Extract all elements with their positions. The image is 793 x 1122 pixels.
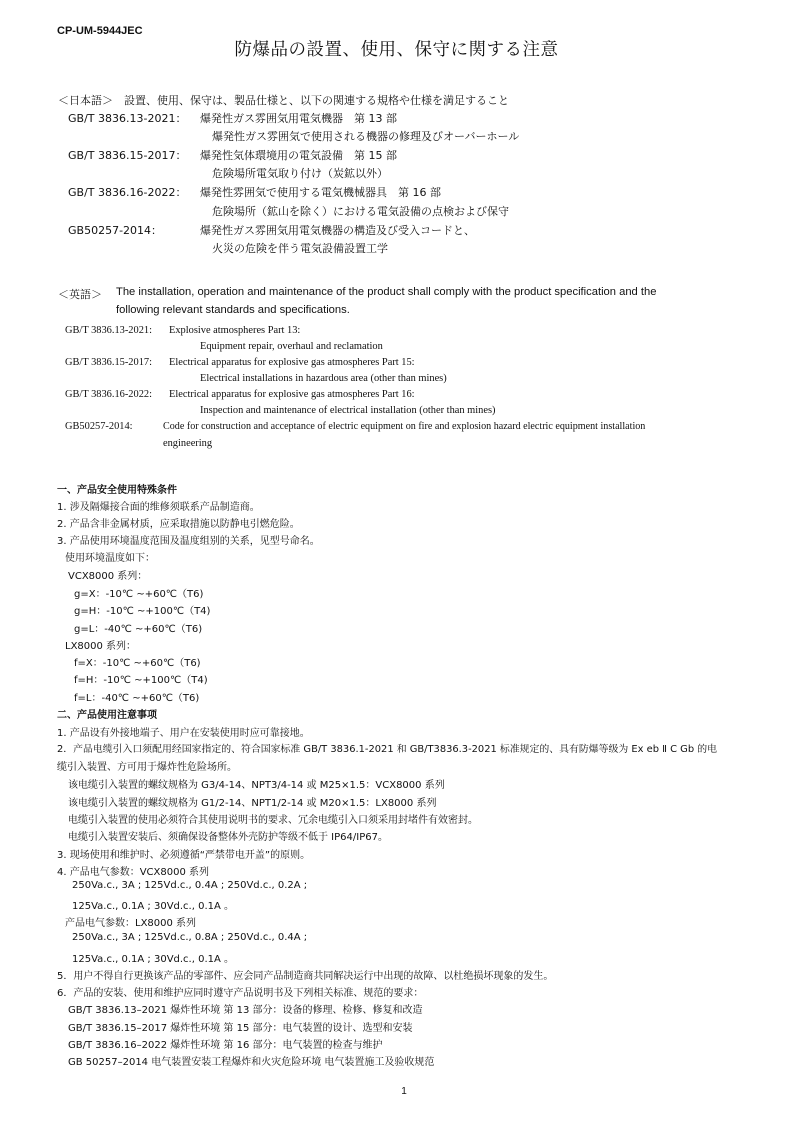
jp-std-line: 爆発性ガス雰囲気用電気機器の構造及び受入コードと、 (200, 224, 475, 237)
list-item: 1. 涉及隔爆接合面的维修须联系产品制造商。 (57, 502, 260, 513)
en-std-line: engineering (163, 438, 213, 449)
list-item: 3. 产品使用环境温度范围及温度组别的关系，见型号命名。 (57, 536, 320, 547)
en-std-line: Electrical apparatus for explosive gas atmospheres Part 15: (169, 357, 415, 368)
en-std-code: GB/T 3836.13-2021: (65, 325, 152, 336)
list-item: 缆引入装置、方可用于爆炸性危险场所。 (57, 762, 237, 773)
jp-std-line: 危険場所電気取り付け（炭鉱以外） (212, 167, 388, 180)
en-std-line: Electrical apparatus for explosive gas atmospheres Part 16: (169, 389, 415, 400)
sub-item: 电缆引入装置安装后、须确保设备整体外壳防护等级不低于 IP64/IP67。 (68, 832, 388, 843)
en-std-code: GB50257-2014: (65, 421, 133, 432)
list-item: 4. 产品电气参数：VCX8000 系列 (57, 867, 210, 878)
param-line: 250Va.c., 3A ; 125Vd.c., 0.4A ; 250Vd.c., 0.2A ; (72, 880, 308, 891)
list-item: 3. 现场使用和维护时、必须遵循“严禁带电开盖”的原则。 (57, 850, 311, 861)
jp-std-code: GB/T 3836.13-2021： (68, 112, 187, 125)
temp-item: f=L：-40℃ ~+60℃（T6) (74, 693, 200, 704)
temp-item: g=H：-10℃ ~+100℃（T4) (74, 606, 211, 617)
en-std-line: Electrical installations in hazardous area (other than mines) (200, 373, 447, 384)
temp-item: g=X：-10℃ ~+60℃（T6) (74, 589, 204, 600)
sub-item: 该电缆引入装置的螺纹规格为 G3/4-14、NPT3/4-14 或 M25×1.5：VCX8000 系列 (68, 780, 445, 791)
page-title: 防爆品の設置、使用、保守に関する注意 (234, 40, 559, 60)
list-item: 2. 产品含非金属材质，应采取措施以防静电引燃危险。 (57, 519, 300, 530)
series-label: LX8000 系列： (65, 641, 137, 652)
page-number: 1 (401, 1086, 407, 1097)
param-line: 125Va.c., 0.1A ; 30Vd.c., 0.1A 。 (72, 954, 235, 965)
list-item: 6．产品的安装、使用和维护应同时遵守产品说明书及下列相关标准、规范的要求： (57, 988, 424, 999)
series-label: VCX8000 系列： (68, 571, 148, 582)
jp-std-line: 火災の危険を伴う電気設備設置工学 (212, 242, 388, 255)
en-std-code: GB/T 3836.16-2022: (65, 389, 152, 400)
jp-std-line: 爆発性気体環境用の電気設備 第 15 部 (200, 149, 397, 162)
temp-item: f=H：-10℃ ~+100℃（T4) (74, 675, 208, 686)
standard-ref: GB/T 3836.15–2017 爆炸性环境 第 15 部分：电气装置的设计、选型和安装 (68, 1023, 413, 1034)
en-std-code: GB/T 3836.15-2017: (65, 357, 152, 368)
jp-std-line: 爆発性ガス雰囲気用電気機器 第 13 部 (200, 112, 397, 125)
sub-item: 该电缆引入装置的螺纹规格为 G1/2-14、NPT1/2-14 或 M20×1.5：LX8000 系列 (68, 798, 437, 809)
param-line: 125Va.c., 0.1A ; 30Vd.c., 0.1A 。 (72, 901, 235, 912)
standard-ref: GB/T 3836.13–2021 爆炸性环境 第 13 部分：设备的修理、检修、修复和改造 (68, 1005, 423, 1016)
section-heading: 一、产品安全使用特殊条件 (57, 485, 177, 496)
english-intro-label: ＜英語＞ (58, 288, 102, 301)
list-item: 1. 产品设有外接地端子、用户在安装使用时应可靠接地。 (57, 728, 310, 739)
en-std-line: Code for construction and acceptance of electric equipment on fire and explosion hazard electric equipment installation (163, 421, 646, 432)
en-std-line: Explosive atmospheres Part 13: (169, 325, 301, 336)
jp-std-code: GB50257-2014： (68, 224, 163, 237)
jp-std-line: 爆発性雰囲気で使用する電気機械器具 第 16 部 (200, 186, 441, 199)
param-line: 250Va.c., 3A ; 125Vd.c., 0.8A ; 250Vd.c., 0.4A ; (72, 932, 308, 943)
en-std-line: Inspection and maintenance of electrical installation (other than mines) (200, 405, 496, 416)
standard-ref: GB/T 3836.16–2022 爆炸性环境 第 16 部分：电气装置的检查与维护 (68, 1040, 383, 1051)
param-label: 产品电气参数：LX8000 系列 (65, 918, 197, 929)
standard-ref: GB 50257–2014 电气装置安装工程爆炸和火灾危险环境 电气装置施工及验收规范 (68, 1057, 435, 1068)
list-item: 5．用户不得自行更换该产品的零部件、应会同产品制造商共同解决运行中出现的故障、以杜绝损坏现象的发生。 (57, 971, 554, 982)
jp-std-line: 危険場所（鉱山を除く）における電気設備の点検および保守 (212, 205, 509, 218)
temp-intro: 使用环境温度如下： (65, 553, 155, 564)
sub-item: 电缆引入装置的使用必须符合其使用说明书的要求、冗余电缆引入口须采用封堵件有效密封。 (68, 815, 478, 826)
jp-std-line: 爆発性ガス雰囲気で使用される機器の修理及びオーバーホール (212, 130, 520, 143)
japanese-intro: ＜日本語＞ 設置、使用、保守は、製品仕様と、以下の関連する規格や仕様を満足すること (58, 94, 509, 107)
temp-item: g=L：-40℃ ~+60℃（T6) (74, 624, 203, 635)
temp-item: f=X：-10℃ ~+60℃（T6) (74, 658, 201, 669)
english-intro-line: following relevant standards and specifications. (116, 304, 350, 316)
jp-std-code: GB/T 3836.15-2017： (68, 149, 187, 162)
section-heading: 二、产品使用注意事项 (57, 710, 157, 721)
jp-std-code: GB/T 3836.16-2022： (68, 186, 187, 199)
document-id: CP-UM-5944JEC (57, 25, 143, 37)
english-intro-line: The installation, operation and maintenance of the product shall comply with the product specification and the (116, 286, 657, 298)
en-std-line: Equipment repair, overhaul and reclamation (200, 341, 383, 352)
list-item: 2．产品电缆引入口须配用经国家指定的、符合国家标准 GB/T 3836.1-2021 和 GB/T3836.3-2021 标准规定的、具有防爆等级为 Ex eb Ⅱ C Gb 的电 (57, 744, 717, 755)
